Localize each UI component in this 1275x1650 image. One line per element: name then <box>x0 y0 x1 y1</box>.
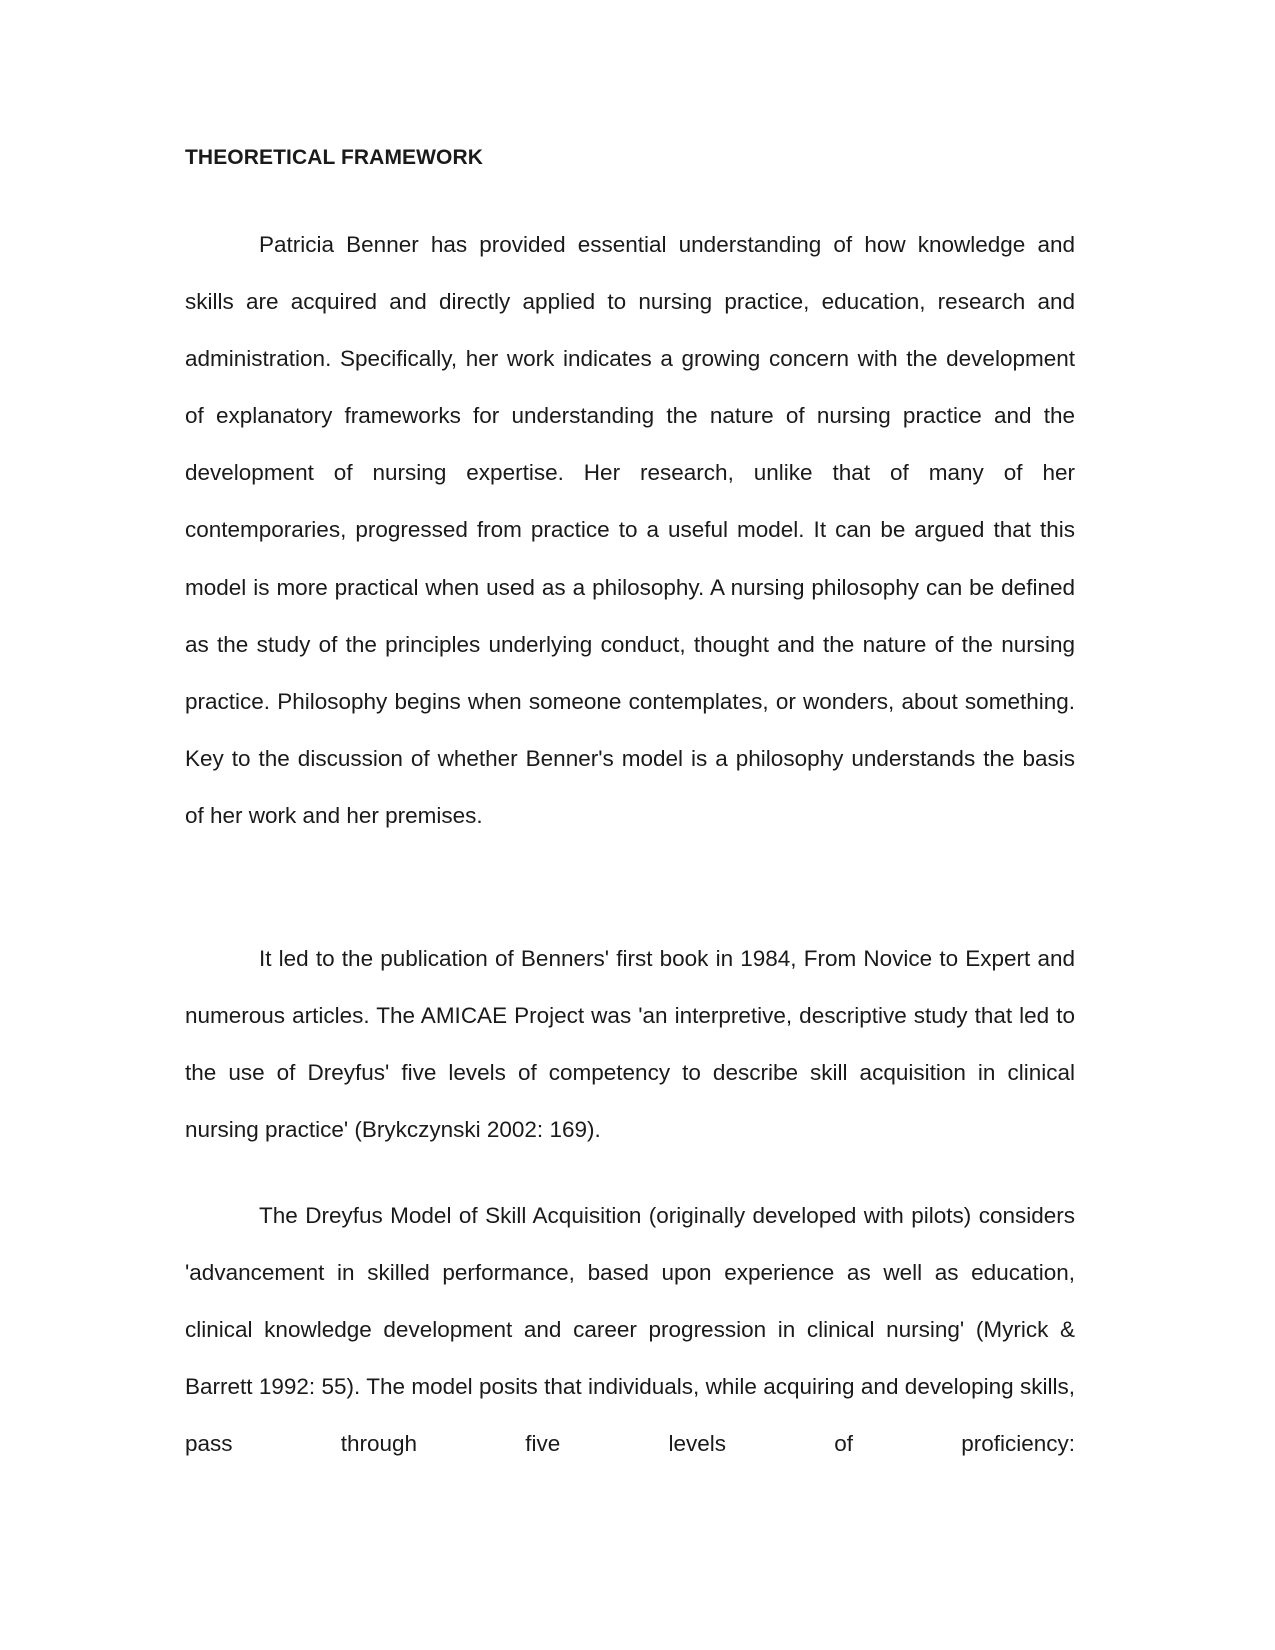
paragraph-benner-overview: Patricia Benner has provided essential understanding of how knowledge and skills are acquired and directly applied to nursing practice, education, research and administration. Specifically, her work indicates a growing concern with the development of explanatory frameworks for understanding the nature of nursing practice and the development of nursing expertise. Her research, unlike that of many of her contemporaries, progressed from practice to a useful model. It can be argued that this model is more practical when used as a philosophy. A nursing philosophy can be defined as the study of the principles underlying conduct, thought and the nature of the nursing practice. Philosophy begins when someone contemplates, or wonders, about something. Key to the discussion of whether Benner's model is a philosophy understands the basis of her work and her premises. <box>185 232 1075 828</box>
section-heading: THEORETICAL FRAMEWORK <box>185 146 484 169</box>
paragraph-amicae-project: It led to the publication of Benners' first book in 1984, From Novice to Expert and numerous articles. The AMICAE Project was 'an interpretive, descriptive study that led to the use of Dreyfus' five levels of competency to describe skill acquisition in clinical nursing practice' (Brykczynski 2002: 169). <box>185 946 1075 1143</box>
paragraph-dreyfus-model: The Dreyfus Model of Skill Acquisition (originally developed with pilots) considers 'advancement in skilled performance, based upon experience as well as education, clinical knowledge development and career progression in clinical nursing' (Myrick & Barrett 1992: 55). The model posits that individuals, while acquiring and developing skills, pass through five levels of proficiency: <box>185 1203 1075 1457</box>
